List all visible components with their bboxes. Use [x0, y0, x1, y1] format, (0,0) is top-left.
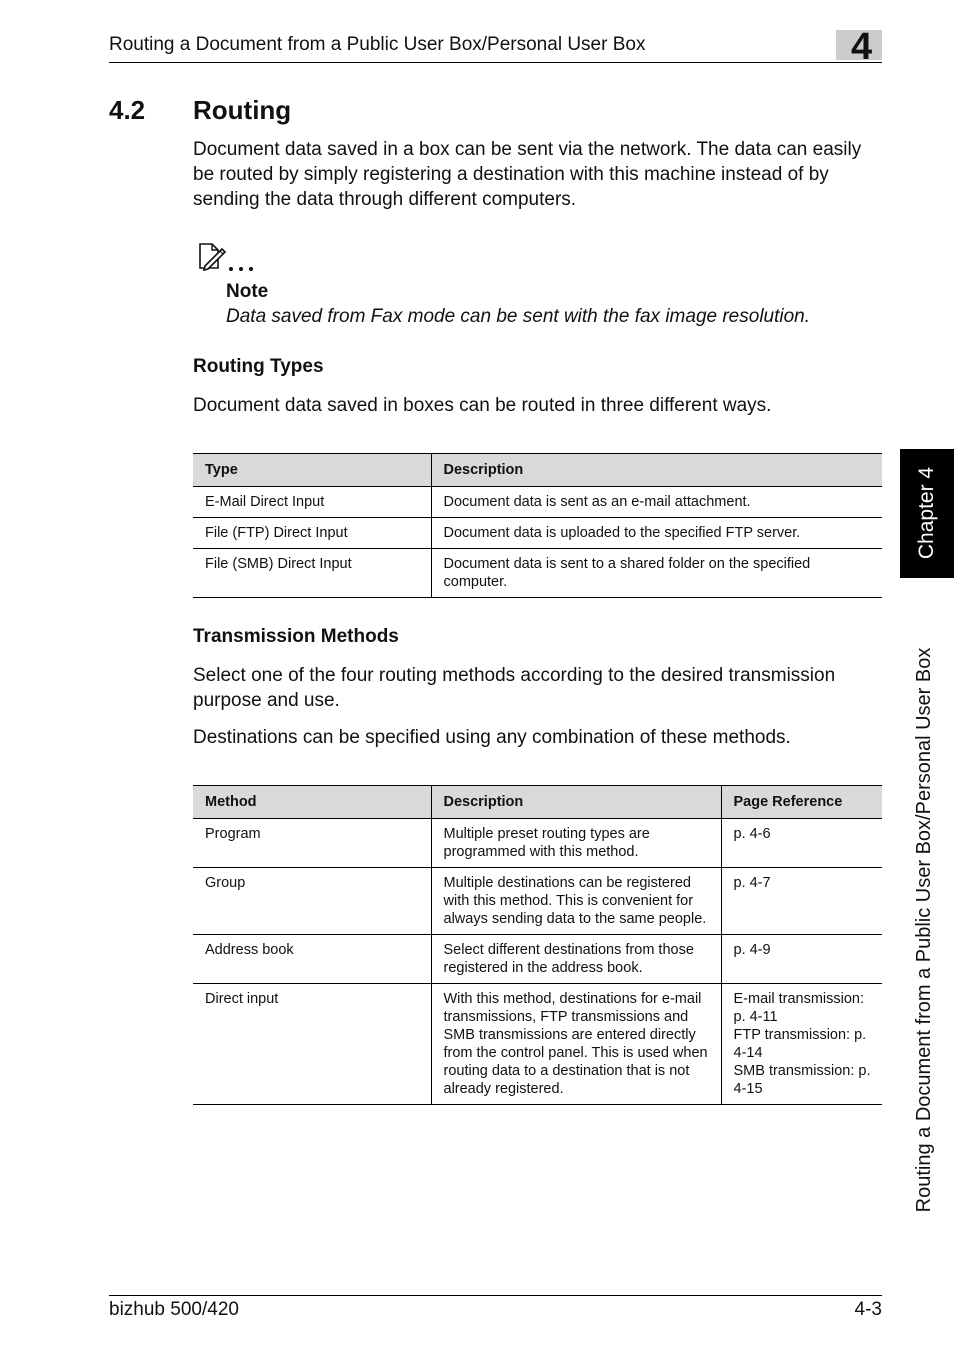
table-row [193, 868, 882, 935]
routing-types-table [193, 453, 882, 598]
table-row [193, 549, 882, 598]
section-title: Routing [193, 95, 292, 125]
routing-types-heading: Routing Types [193, 356, 324, 377]
method-cell: Address book [193, 935, 431, 984]
note-title: Note [226, 281, 269, 302]
section-number: 4.2 [109, 95, 146, 125]
description-cell: Multiple preset routing types are programmed with this method. [431, 819, 721, 868]
table-row [193, 819, 882, 868]
description-cell: Select different destinations from those registered in the address book. [431, 935, 721, 984]
table-row [193, 518, 882, 549]
footer-divider [109, 1295, 882, 1296]
column-header-type: Type [193, 454, 431, 487]
page-reference-cell: p. 4-7 [721, 868, 882, 935]
page-reference-cell: p. 4-6 [721, 819, 882, 868]
method-cell: Program [193, 819, 431, 868]
chapter-number: 4 [851, 26, 873, 68]
column-header-page-reference: Page Reference [721, 786, 882, 819]
table-row [193, 984, 882, 1105]
page-reference-cell: p. 4-9 [721, 935, 882, 984]
table-row [193, 935, 882, 984]
section-intro: Document data saved in a box can be sent via the network. The data can easily be routed by simply registering a destination with this machine instead of by sending the data through different computers. [193, 139, 862, 210]
page-reference-cell: E-mail transmission: p. 4-11 FTP transmission: p. 4-14 SMB transmission: p. 4-15 [721, 984, 882, 1105]
footer-page-number: 4-3 [854, 1299, 882, 1320]
description-cell: Document data is sent to a shared folder on the specified computer. [431, 549, 882, 598]
description-cell: Document data is sent as an e-mail attachment. [431, 487, 882, 518]
description-cell: Multiple destinations can be registered with this method. This is convenient for always sending data to the same people. [431, 868, 721, 935]
column-header-method: Method [193, 786, 431, 819]
description-cell: With this method, destinations for e-mail transmissions, FTP transmissions and SMB transmissions are entered directly from the control panel. This is used when routing data to a destination that is not already registered. [431, 984, 721, 1105]
type-cell: E-Mail Direct Input [193, 487, 431, 518]
side-vertical-title: Routing a Document from a Public User Box/Personal User Box [913, 647, 935, 1213]
routing-types-text: Document data saved in boxes can be routed in three different ways. [193, 395, 772, 416]
column-header-description: Description [431, 786, 721, 819]
running-header-title: Routing a Document from a Public User Box/Personal User Box [109, 34, 646, 55]
header-divider [109, 62, 882, 63]
transmission-methods-text-2: Destinations can be specified using any combination of these methods. [193, 727, 791, 748]
type-cell: File (FTP) Direct Input [193, 518, 431, 549]
type-cell: File (SMB) Direct Input [193, 549, 431, 598]
method-cell: Group [193, 868, 431, 935]
transmission-methods-heading: Transmission Methods [193, 626, 399, 647]
note-text: Data saved from Fax mode can be sent with the fax image resolution. [226, 306, 811, 327]
column-header-description: Description [431, 454, 882, 487]
pencil-note-icon [196, 240, 260, 274]
description-cell: Document data is uploaded to the specified FTP server. [431, 518, 882, 549]
footer-model: bizhub 500/420 [109, 1299, 239, 1320]
transmission-methods-text-1: Select one of the four routing methods according to the desired transmission purpose and use. [193, 665, 836, 711]
transmission-methods-table [193, 785, 882, 1105]
chapter-side-tab-label: Chapter 4 [915, 466, 938, 560]
method-cell: Direct input [193, 984, 431, 1105]
table-row [193, 487, 882, 518]
